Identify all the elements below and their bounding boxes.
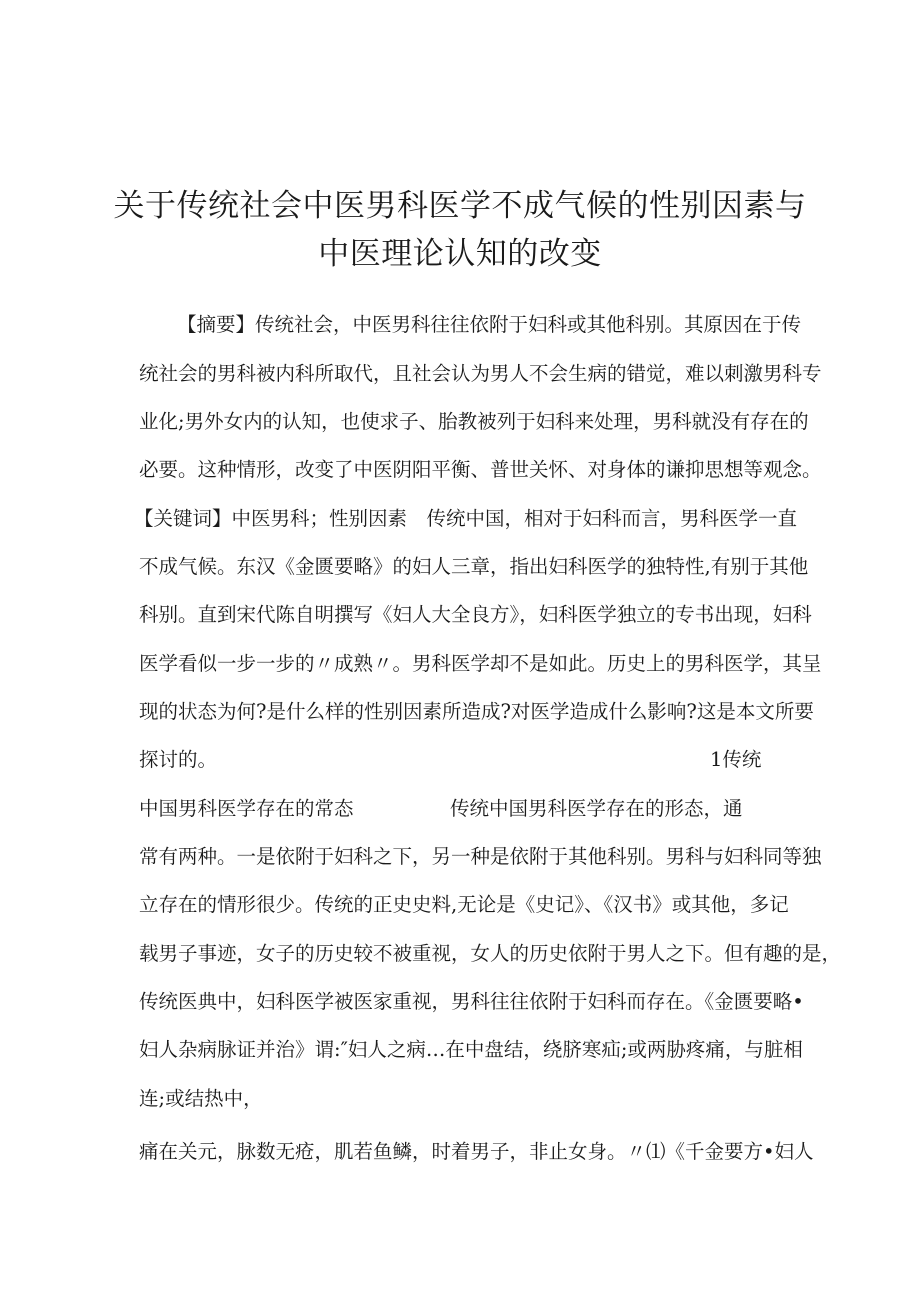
body-line: 载男子事迹，女子的历史较不被重视，女人的历史依附于男人之下。但有趣的是， [139,942,842,965]
body-line: 传统中国男科医学存在的形态，通 [450,797,743,820]
body-line: 探讨的。 [139,748,218,771]
abstract-line: 【摘要】传统社会，中医男科往往依附于妇科或其他科别。其原因在于传 [177,313,802,336]
section-number-heading: 1传统 [710,748,762,771]
body-line: 传统医典中，妇科医学被医家重视，男科往往依附于妇科而存在。《金匮要略• [139,990,804,1013]
body-line: 业化;男外女内的认知，也使求子、胎教被列于妇科来处理，男科就没有存在的 [139,410,809,433]
body-line: 痛在关元，脉数无疮，肌若鱼鳞，时着男子，非止女身。〃⑴《千金要方•妇人 [139,1140,814,1163]
body-line: 妇人杂病脉证并治》谓:″妇人之病…在中盘结，绕脐寒疝;或两胁疼痛，与脏相 [139,1038,803,1061]
body-line: 不成气候。东汉《金匮要略》的妇人三章，指出妇科医学的独特性,有别于其他 [139,555,809,578]
body-line: 医学看似一步一步的〃成熟〃。男科医学却不是如此。历史上的男科医学，其呈 [139,652,822,675]
body-line: 连;或结热中， [139,1087,263,1110]
body-line: 必要。这种情形，改变了中医阴阳平衡、普世关怀、对身体的谦抑思想等观念。 [139,458,822,481]
body-line: 现的状态为何?是什么样的性别因素所造成?对医学造成什么影响?这是本文所要 [139,700,814,723]
body-line: 立存在的情形很少。传统的正史史料,无论是《史记》、《汉书》或其他，多记 [139,893,789,916]
keywords-line: 【关键词】中医男科；性别因素 传统中国，相对于妇科而言，男科医学一直 [134,507,798,530]
body-line: 常有两种。一是依附于妇科之下，另一种是依附于其他科别。男科与妇科同等独 [139,845,822,868]
body-line: 科别。直到宋代陈自明撰写《妇人大全良方》，妇科医学独立的专书出现，妇科 [139,603,812,626]
body-line: 统社会的男科被内科所取代，且社会认为男人不会生病的错觉，难以刺激男科专 [139,362,822,385]
title-line-2: 中医理论认知的改变 [318,236,602,272]
section-heading: 中国男科医学存在的常态 [139,797,354,820]
title-line-1: 关于传统社会中医男科医学不成气候的性别因素与 [113,188,807,224]
